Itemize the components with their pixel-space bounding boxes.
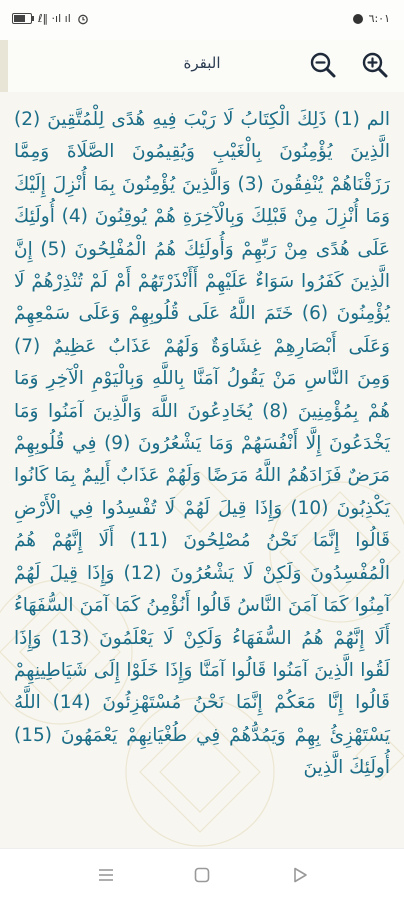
status-left-group	[12, 12, 89, 25]
zoom-in-button[interactable]	[360, 50, 390, 80]
system-navigation-bar	[0, 848, 404, 901]
triangle-back-icon[interactable]	[290, 865, 310, 885]
zoom-in-icon	[360, 50, 390, 80]
status-time: ٦:٠١	[368, 12, 390, 25]
alarm-icon	[77, 13, 89, 25]
app-header	[0, 40, 404, 92]
status-bar	[0, 0, 404, 40]
verses-text: الم (1) ذَلِكَ الْكِتَابُ لَا رَيْبَ فِيهِ هُدًى لِلْمُتَّقِينَ (2) الَّذِينَ يُؤْمِنُونَ بِالْغَيْبِ وَيُقِيمُونَ الصَّلَاةَ وَمِمَّا رَزَقْنَاهُمْ يُنْفِقُونَ (3) وَالَّذِينَ يُؤْمِنُونَ بِمَا أُنْزِلَ إِلَيْكَ وَمَا أُنْزِلَ مِنْ قَبْلِكَ وَبِالْآخِرَةِ هُمْ يُوقِنُونَ (4) أُولَئِكَ عَلَى هُدًى مِنْ رَبِّهِمْ وَأُولَئِكَ هُمُ الْمُفْلِحُونَ (5) إِنَّ الَّذِينَ كَفَرُوا سَوَاءٌ عَلَيْهِمْ أَأَنْذَرْتَهُمْ أَمْ لَمْ تُنْذِرْهُمْ لَا يُؤْمِنُونَ (6) خَتَمَ اللَّهُ عَلَى قُلُوبِهِمْ وَعَلَى سَمْعِهِمْ وَعَلَى أَبْصَارِهِمْ غِشَاوَةٌ وَلَهُمْ عَذَابٌ عَظِيمٌ (7) وَمِنَ النَّاسِ مَنْ يَقُولُ آمَنَّا بِاللَّهِ وَبِالْيَوْمِ الْآخِرِ وَمَا هُمْ بِمُؤْمِنِينَ (8) يُخَادِعُونَ اللَّهَ وَالَّذِينَ آمَنُوا وَمَا يَخْدَعُونَ إِلَّا أَنْفُسَهُمْ وَمَا يَشْعُرُونَ (9) فِي قُلُوبِهِمْ مَرَضٌ فَزَادَهُمُ اللَّهُ مَرَضًا وَلَهُمْ عَذَابٌ أَلِيمٌ بِمَا كَانُوا يَكْذِبُونَ (10) وَإِذَا قِيلَ لَهُمْ لَا تُفْسِدُوا فِي الْأَرْضِ قَالُوا إِنَّمَا نَحْنُ مُصْلِحُونَ (11) أَلَا إِنَّهُمْ هُمُ الْمُفْسِدُونَ وَلَكِنْ لَا يَشْعُرُونَ (12) وَإِذَا قِيلَ لَهُمْ آمِنُوا كَمَا آمَنَ النَّاسُ قَالُوا أَنُؤْمِنُ كَمَا آمَنَ السُّفَهَاءُ أَلَا إِنَّهُمْ هُمُ السُّفَهَاءُ وَلَكِنْ لَا يَعْلَمُونَ (13) وَإِذَا لَقُوا الَّذِينَ آمَنُوا قَالُوا آمَنَّا وَإِذَا خَلَوْا إِلَى شَيَاطِينِهِمْ قَالُوا إِنَّا مَعَكُمْ إِنَّمَا نَحْنُ مُسْتَهْزِئُونَ (14) اللَّهُ يَسْتَهْزِئُ بِهِمْ وَيَمُدُّهُمْ فِي طُغْيَانِهِمْ يَعْمَهُونَ (15) أُولَئِكَ الَّذِينَ	[14, 109, 391, 779]
signal-icon: ℓ‖ ·ıl ıl	[38, 12, 71, 25]
menu-lines-icon[interactable]	[96, 865, 116, 885]
square-home-icon[interactable]	[192, 865, 212, 885]
status-right-group	[353, 12, 390, 25]
zoom-out-icon	[308, 50, 338, 80]
surah-title: البقرة	[183, 54, 221, 72]
zoom-out-button[interactable]	[308, 50, 338, 80]
quran-page[interactable]	[0, 92, 404, 848]
notification-dot-icon	[353, 14, 363, 24]
battery-icon	[12, 13, 32, 24]
